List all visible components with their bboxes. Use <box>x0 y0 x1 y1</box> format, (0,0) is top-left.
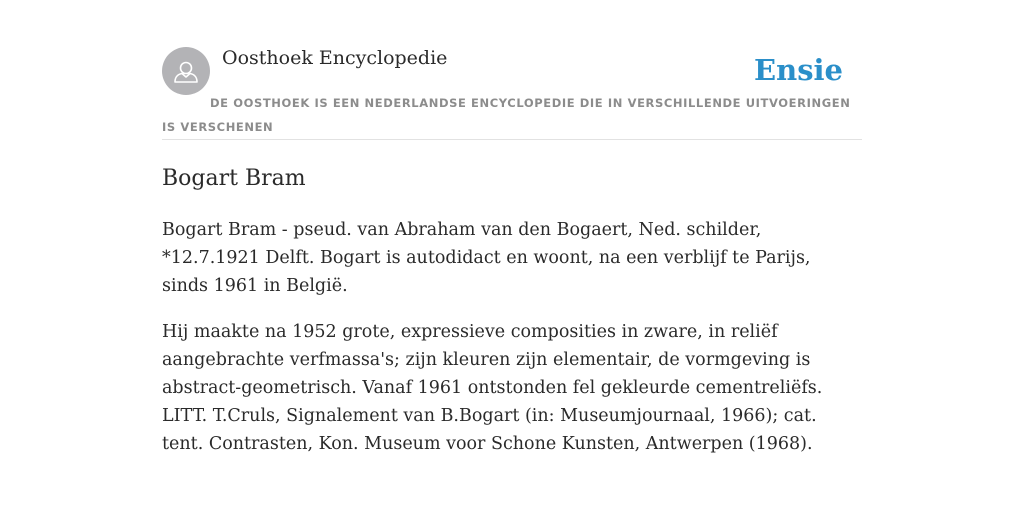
source-title[interactable]: Oosthoek Encyclopedie <box>222 47 448 69</box>
avatar[interactable] <box>162 47 210 95</box>
entry-body <box>162 216 862 476</box>
entry-title: Bogart Bram <box>162 166 306 191</box>
user-silhouette-icon <box>162 47 210 95</box>
entry-paragraph: Hij maakte na 1952 grote, expressieve composities in zware, in reliëf aangebrachte verfmassa's; zijn kleuren zijn elementair, de vormgeving is abstract-geometrisch. Vanaf 1961 ontstonden fel gekleurde cementreliëfs. LITT. T.Cruls, Signalement van B.Bogart (in: Museumjournaal, 1966); cat. tent. Contrasten, Kon. Museum voor Schone Kunsten, Antwerpen (1968). <box>162 322 823 454</box>
source-description: DE OOSTHOEK IS EEN NEDERLANDSE ENCYCLOPEDIE DIE IN VERSCHILLENDE UITVOERINGEN IS VERSCHENEN <box>162 96 851 134</box>
source-header <box>162 46 862 140</box>
entry-paragraph: Bogart Bram - pseud. van Abraham van den Bogaert, Ned. schilder, *12.7.1921 Delft. Bogart is autodidact en woont, na een verblijf te Parijs, sinds 1961 in België. <box>162 220 811 296</box>
brand-logo[interactable]: Ensie <box>754 53 843 87</box>
